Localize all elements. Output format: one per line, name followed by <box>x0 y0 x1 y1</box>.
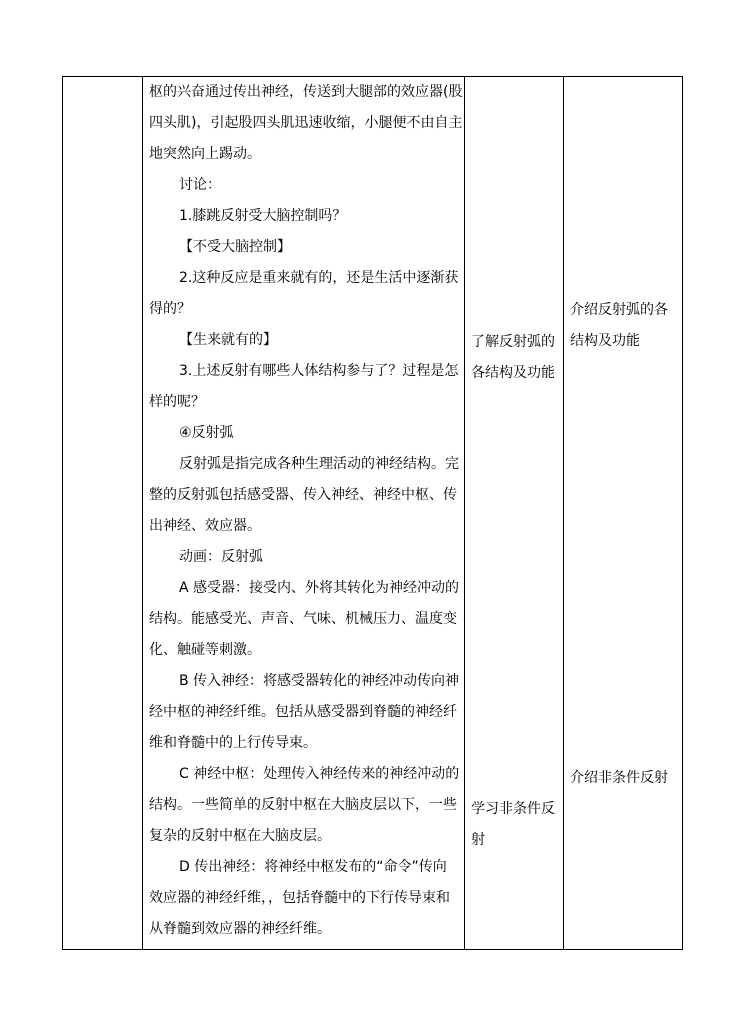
note-line: 了解反射弧的 <box>471 334 555 350</box>
text-line: 得的？ <box>149 301 191 317</box>
teaching-content-column <box>143 77 465 949</box>
text-line: 四头肌)，引起股四头肌迅速收缩，小腿便不由自主 <box>149 115 463 131</box>
student-note-unconditioned-reflex <box>471 794 561 856</box>
text-line: 反射弧是指完成各种生理活动的神经结构。完 <box>179 456 459 472</box>
text-line: 地突然向上踢动。 <box>149 146 261 162</box>
text-line: C 神经中枢：处理传入神经传来的神经冲动的 <box>179 766 460 782</box>
text-line: 【不受大脑控制】 <box>179 239 291 255</box>
text-line: 结构。一些简单的反射中枢在大脑皮层以下，一些 <box>149 797 457 813</box>
empty-column <box>63 77 143 949</box>
text-line: 【生来就有的】 <box>179 332 277 348</box>
student-note-reflex-arc <box>471 327 561 389</box>
note-line: 介绍反射弧的各 <box>570 302 668 318</box>
text-line: 经中枢的神经纤维。包括从感受器到脊髓的神经纤 <box>149 704 457 720</box>
note-line: 射 <box>471 832 485 848</box>
lesson-table <box>62 76 683 950</box>
text-line: 出神经、效应器。 <box>149 518 261 534</box>
teaching-content <box>149 77 465 945</box>
note-line: 各结构及功能 <box>471 365 555 381</box>
text-line: 枢的兴奋通过传出神经，传送到大腿部的效应器(股 <box>149 84 463 100</box>
intent-note-reflex-arc <box>570 295 682 357</box>
student-activity-column <box>465 77 564 949</box>
text-line: 效应器的神经纤维，，包括脊髓中的下行传导束和 <box>149 890 450 906</box>
text-line: 化、触碰等刺激。 <box>149 642 261 658</box>
note-line: 结构及功能 <box>570 333 640 349</box>
text-line: ④反射弧 <box>179 425 234 441</box>
text-line: 3.上述反射有哪些人体结构参与了？过程是怎 <box>179 363 459 379</box>
note-line: 介绍非条件反射 <box>570 770 668 786</box>
text-line: 讨论： <box>179 177 221 193</box>
design-intent-column <box>564 77 682 949</box>
text-line: 动画：反射弧 <box>179 549 263 565</box>
text-line: 1.膝跳反射受大脑控制吗？ <box>179 208 347 224</box>
text-line: 整的反射弧包括感受器、传入神经、神经中枢、传 <box>149 487 457 503</box>
text-line: 样的呢？ <box>149 394 205 410</box>
text-line: 从脊髓到效应器的神经纤维。 <box>149 921 331 937</box>
intent-note-unconditioned-reflex <box>570 763 682 794</box>
note-line: 学习非条件反 <box>471 801 555 817</box>
text-line: A 感受器：接受内、外将其转化为神经冲动的 <box>179 580 460 596</box>
text-line: D 传出神经：将神经中枢发布的“命令”传向 <box>179 859 447 875</box>
text-line: 2.这种反应是重来就有的，还是生活中逐渐获 <box>179 270 459 286</box>
text-line: B 传入神经：将感受器转化的神经冲动传向神 <box>179 673 460 689</box>
text-line: 复杂的反射中枢在大脑皮层。 <box>149 828 331 844</box>
text-line: 结构。能感受光、声音、气味、机械压力、温度变 <box>149 611 457 627</box>
text-line: 维和脊髓中的上行传导束。 <box>149 735 317 751</box>
